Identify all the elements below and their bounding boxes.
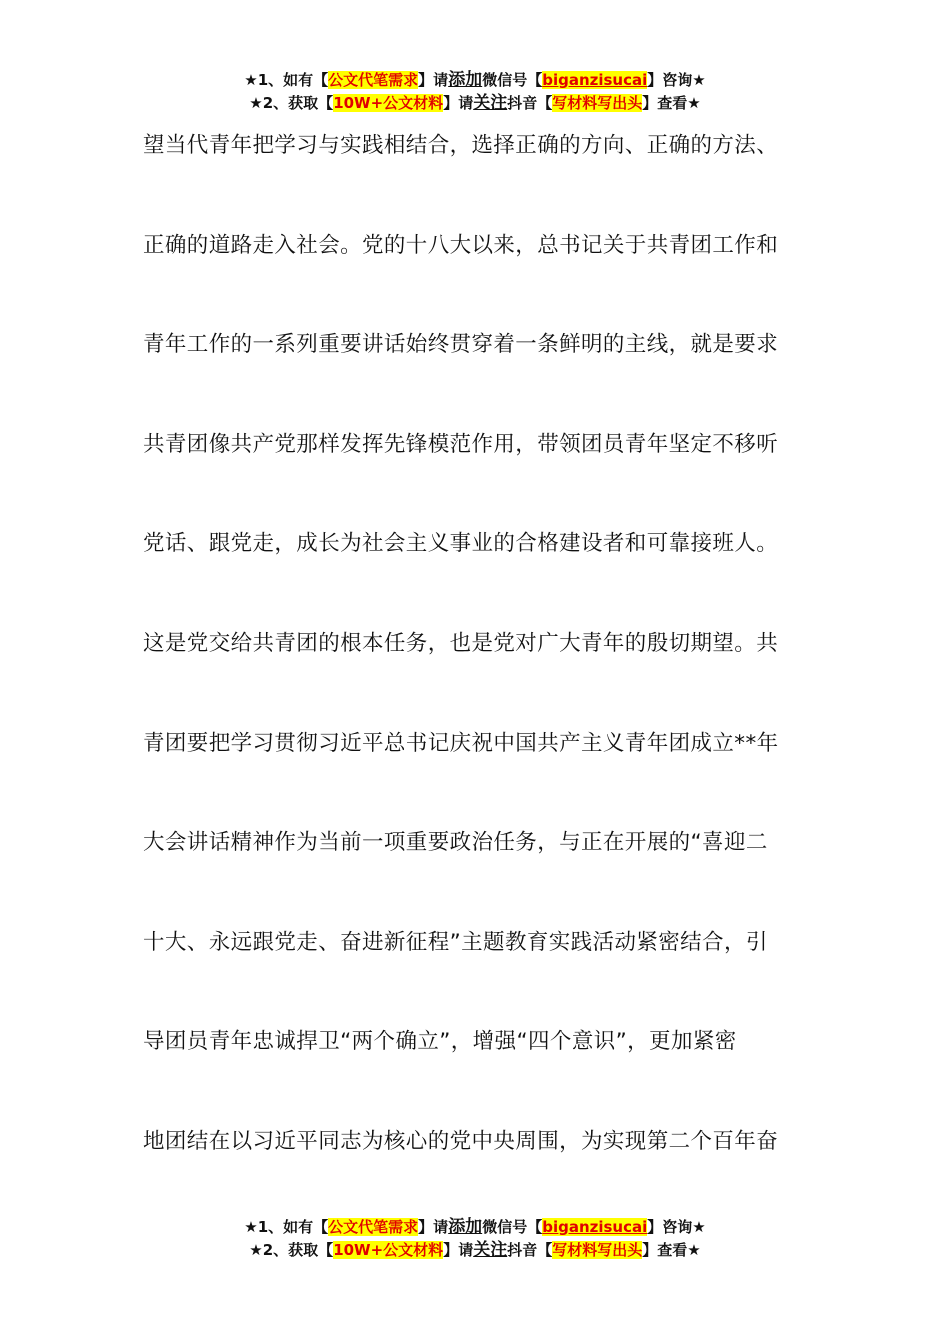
body-line: 党话、跟党走，成长为社会主义事业的合格建设者和可靠接班人。 (143, 531, 779, 557)
banner-text: 】请 (443, 1241, 474, 1259)
body-line: 大会讲话精神作为当前一项重要政治任务，与正在开展的“喜迎二 (143, 830, 768, 856)
body-line: 青团要把学习贯彻习近平总书记庆祝中国共产主义青年团成立**年 (143, 730, 779, 756)
top-banner (0, 69, 950, 115)
document-body (143, 122, 803, 1218)
banner-suffix: 】查看★ (642, 1241, 701, 1259)
banner-suffix: 】查看★ (642, 94, 701, 112)
body-line: 这是党交给共青团的根本任务，也是党对广大青年的殷切期望。共 (143, 630, 779, 656)
body-line: 正确的道路走入社会。党的十八大以来，总书记关于共青团工作和 (143, 232, 779, 258)
banner-prefix: ★1、如有【 (244, 1218, 329, 1236)
banner-line-1 (0, 69, 950, 92)
emphasis-text: 关注 (473, 1240, 508, 1260)
body-line: 导团员青年忠诚捍卫“两个确立”，增强“四个意识”，更加紧密 (143, 1029, 737, 1055)
banner-text: 微信号【 (482, 71, 543, 89)
bottom-banner (0, 1216, 950, 1262)
banner-line-2 (0, 92, 950, 115)
banner-text: 微信号【 (482, 1218, 543, 1236)
banner-suffix: 】咨询★ (647, 71, 706, 89)
banner-line-1 (0, 1216, 950, 1239)
banner-text: 抖音【 (507, 1241, 553, 1259)
banner-suffix: 】咨询★ (647, 1218, 706, 1236)
body-line: 望当代青年把学习与实践相结合，选择正确的方向、正确的方法、 (143, 133, 779, 158)
banner-prefix: ★1、如有【 (244, 71, 329, 89)
banner-text: 】请 (418, 71, 449, 89)
wechat-id-link[interactable]: biganzisucai (542, 71, 648, 89)
body-line: 青年工作的一系列重要讲话始终贯穿着一条鲜明的主线，就是要求 (143, 332, 779, 358)
materials-highlight: 10W+公文材料 (333, 94, 444, 112)
service-highlight: 公文代笔需求 (328, 1218, 419, 1236)
emphasis-text: 添加 (448, 70, 483, 90)
banner-line-2 (0, 1239, 950, 1262)
emphasis-text: 关注 (473, 93, 508, 113)
materials-highlight: 10W+公文材料 (333, 1241, 444, 1259)
body-line: 共青团像共产党那样发挥先锋模范作用，带领团员青年坚定不移听 (143, 431, 779, 457)
douyin-account-highlight: 写材料写出头 (552, 94, 643, 112)
douyin-account-highlight: 写材料写出头 (552, 1241, 643, 1259)
banner-text: 】请 (443, 94, 474, 112)
body-line: 十大、永远跟党走、奋进新征程”主题教育实践活动紧密结合，引 (143, 929, 768, 955)
wechat-id-link[interactable]: biganzisucai (542, 1218, 648, 1236)
service-highlight: 公文代笔需求 (328, 71, 419, 89)
banner-prefix: ★2、获取【 (249, 94, 334, 112)
banner-prefix: ★2、获取【 (249, 1241, 334, 1259)
banner-text: 】请 (418, 1218, 449, 1236)
body-line: 地团结在以习近平同志为核心的党中央周围，为实现第二个百年奋 (143, 1128, 779, 1154)
banner-text: 抖音【 (507, 94, 553, 112)
emphasis-text: 添加 (448, 1217, 483, 1237)
